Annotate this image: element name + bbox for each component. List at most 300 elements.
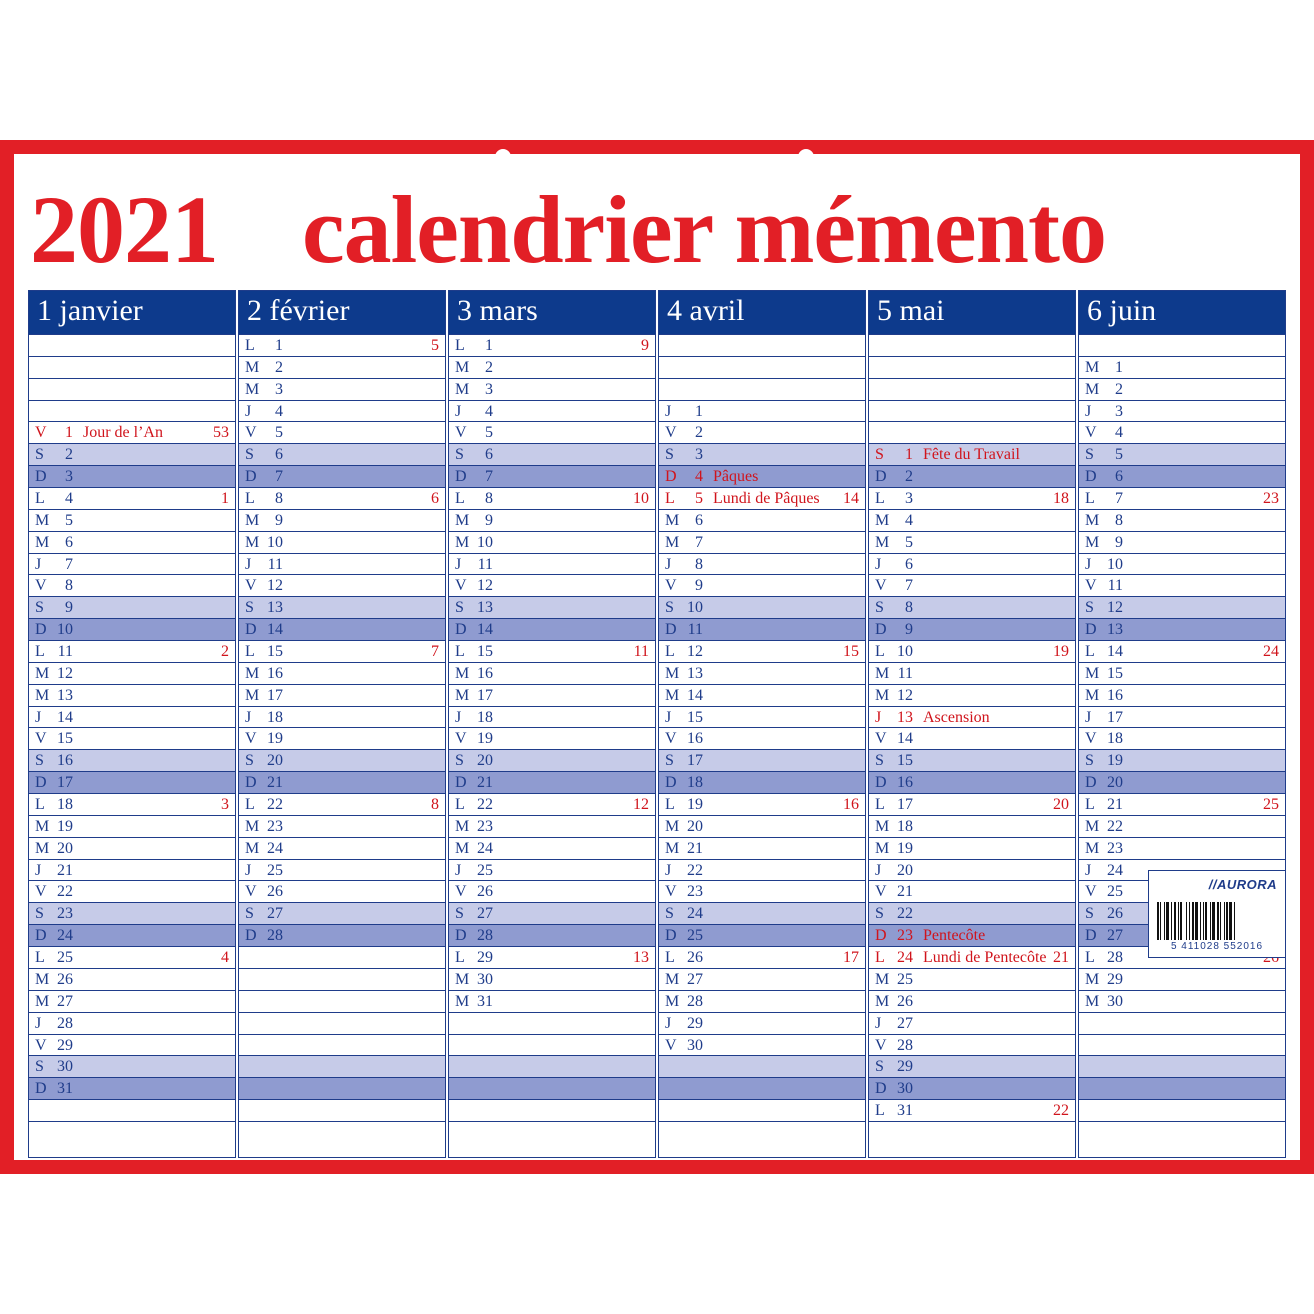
month-column [1078,290,1286,1158]
day-row [659,465,865,487]
day-row [869,771,1075,793]
empty-row [239,1121,445,1143]
weekday-letter: J [1085,402,1092,420]
day-row [29,1012,235,1034]
week-number: 10 [633,490,649,508]
day-row [869,618,1075,640]
empty-row [659,1121,865,1143]
day-number: 11 [477,555,493,573]
day-number: 19 [267,730,283,748]
day-number: 6 [905,555,913,573]
weekday-letter: M [245,533,260,551]
day-number: 13 [267,599,283,617]
weekday-letter: V [665,577,677,595]
weekday-letter: J [455,708,462,726]
day-row [869,1012,1075,1034]
day-number: 14 [1107,643,1123,661]
day-row [449,487,655,509]
weekday-letter: S [665,905,674,923]
empty-row [239,968,445,990]
day-number: 31 [57,1080,73,1098]
day-number: 14 [267,621,283,639]
day-row [659,749,865,771]
day-number: 26 [687,949,703,967]
holiday-label: Jour de l’An [83,424,163,442]
weekday-letter: V [455,883,467,901]
day-number: 26 [1107,905,1123,923]
day-row [869,793,1075,815]
weekday-letter: J [35,555,42,573]
day-row [239,727,445,749]
day-row [239,749,445,771]
day-row [449,553,655,575]
day-row [29,1055,235,1077]
weekday-letter: S [35,1058,44,1076]
weekday-letter: J [1085,861,1092,879]
empty-row [29,400,235,422]
day-row [449,596,655,618]
weekday-letter: M [875,533,890,551]
aurora-logo: //AURORA [1208,877,1277,892]
weekday-letter: D [875,621,887,639]
day-row [1079,356,1285,378]
day-number: 29 [57,1036,73,1054]
weekday-letter: L [875,643,885,661]
day-row [869,574,1075,596]
day-row [869,968,1075,990]
weekday-letter: M [455,511,470,529]
weekday-letter: D [1085,927,1097,945]
empty-row [869,421,1075,443]
weekday-letter: M [875,511,890,529]
weekday-letter: M [35,533,50,551]
day-number: 7 [905,577,913,595]
day-number: 6 [65,533,73,551]
day-row [449,727,655,749]
weekday-letter: J [665,1014,672,1032]
weekday-letter: L [455,643,465,661]
day-number: 24 [57,927,73,945]
day-row [449,574,655,596]
week-number: 14 [843,490,859,508]
empty-row [29,356,235,378]
weekday-letter: J [875,555,882,573]
weekday-letter: M [455,380,470,398]
month-header: 4 avril [659,291,865,334]
day-number: 19 [477,730,493,748]
weekday-letter: V [875,883,887,901]
day-row [449,990,655,1012]
day-number: 20 [897,861,913,879]
weekday-letter: D [665,468,677,486]
day-number: 8 [485,490,493,508]
weekday-letter: V [35,883,47,901]
day-row [29,553,235,575]
day-number: 26 [267,883,283,901]
day-number: 3 [65,468,73,486]
day-number: 18 [687,774,703,792]
day-row [239,465,445,487]
holiday-label: Lundi de Pâques [713,490,820,508]
weekday-letter: D [35,468,47,486]
weekday-letter: M [665,686,680,704]
weekday-letter: V [1085,577,1097,595]
day-number: 25 [57,949,73,967]
weekday-letter: D [455,927,467,945]
day-number: 1 [65,424,73,442]
day-number: 29 [1107,970,1123,988]
weekday-letter: M [1085,686,1100,704]
day-row [1079,487,1285,509]
weekday-letter: S [665,599,674,617]
weekday-letter: V [455,424,467,442]
day-row [29,684,235,706]
day-row [1079,837,1285,859]
weekday-letter: M [665,533,680,551]
holiday-label: Ascension [923,708,990,726]
day-row [869,465,1075,487]
weekday-letter: M [455,992,470,1010]
empty-row [1079,1034,1285,1056]
day-row [1079,574,1285,596]
day-number: 28 [477,927,493,945]
day-row [449,465,655,487]
day-number: 21 [897,883,913,901]
day-number: 2 [695,424,703,442]
weekday-letter: V [875,1036,887,1054]
empty-row [659,378,865,400]
weekday-letter: M [1085,817,1100,835]
day-number: 8 [905,599,913,617]
weekday-letter: S [665,446,674,464]
day-number: 4 [485,402,493,420]
day-number: 4 [1115,424,1123,442]
weekday-letter: M [1085,992,1100,1010]
day-row [659,421,865,443]
day-row [659,837,865,859]
weekday-letter: D [245,621,257,639]
day-row [1079,727,1285,749]
day-number: 28 [57,1014,73,1032]
empty-row [449,1055,655,1077]
day-number: 14 [477,621,493,639]
weekday-letter: S [1085,752,1094,770]
weekday-letter: L [455,949,465,967]
day-row [449,968,655,990]
day-number: 9 [695,577,703,595]
month-header: 1 janvier [29,291,235,334]
day-number: 7 [275,468,283,486]
day-row [659,946,865,968]
day-row [239,356,445,378]
weekday-letter: J [665,555,672,573]
day-number: 24 [897,949,913,967]
weekday-letter: V [1085,424,1097,442]
day-row [869,880,1075,902]
day-number: 23 [687,883,703,901]
day-number: 6 [1115,468,1123,486]
day-row [869,1034,1075,1056]
day-row [449,421,655,443]
weekday-letter: M [35,686,50,704]
weekday-letter: J [35,861,42,879]
weekday-letter: V [1085,883,1097,901]
weekday-letter: M [245,380,260,398]
day-number: 9 [275,511,283,529]
day-number: 17 [57,774,73,792]
week-number: 53 [213,424,229,442]
day-number: 13 [477,599,493,617]
day-number: 30 [897,1080,913,1098]
weekday-letter: M [1085,511,1100,529]
weekday-letter: J [1085,708,1092,726]
ean-number: 5 411028 552016 [1170,941,1264,952]
day-number: 3 [695,446,703,464]
day-row [239,334,445,356]
day-row [1079,378,1285,400]
day-row [449,378,655,400]
weekday-letter: M [245,817,260,835]
empty-row [869,378,1075,400]
weekday-letter: S [665,752,674,770]
empty-row [239,1077,445,1099]
weekday-letter: D [875,774,887,792]
day-number: 4 [905,511,913,529]
day-number: 16 [57,752,73,770]
weekday-letter: M [875,817,890,835]
weekday-letter: D [665,774,677,792]
weekday-letter: L [665,490,675,508]
day-row [449,946,655,968]
day-row [869,1055,1075,1077]
weekday-letter: S [455,446,464,464]
day-number: 16 [687,730,703,748]
weekday-letter: D [665,621,677,639]
title-text: calendrier mémento [302,176,1106,283]
empty-row [659,1055,865,1077]
day-row [659,596,865,618]
day-number: 7 [1115,490,1123,508]
day-number: 22 [897,905,913,923]
day-number: 27 [57,992,73,1010]
day-number: 11 [1107,577,1123,595]
weekday-letter: J [875,861,882,879]
weekday-letter: M [245,511,260,529]
day-row [239,400,445,422]
weekday-letter: V [875,730,887,748]
day-number: 25 [477,861,493,879]
day-number: 2 [65,446,73,464]
empty-row [449,1077,655,1099]
day-row [449,771,655,793]
day-row [449,837,655,859]
weekday-letter: D [1085,774,1097,792]
holiday-label: Pentecôte [923,927,986,945]
empty-row [29,334,235,356]
weekday-letter: L [455,337,465,354]
day-row [659,924,865,946]
day-number: 22 [267,796,283,814]
weekday-letter: L [35,490,45,508]
day-row [29,727,235,749]
day-number: 18 [477,708,493,726]
day-row [659,443,865,465]
weekday-letter: M [245,664,260,682]
weekday-letter: V [665,730,677,748]
day-row [869,837,1075,859]
day-row [869,443,1075,465]
day-row [869,706,1075,728]
month-column [868,290,1076,1158]
empty-row [659,356,865,378]
day-number: 26 [897,992,913,1010]
weekday-letter: L [1085,490,1095,508]
weekday-letter: M [245,686,260,704]
day-row [29,574,235,596]
day-row [869,727,1075,749]
weekday-letter: L [875,949,885,967]
day-number: 1 [905,446,913,464]
weekday-letter: M [245,839,260,857]
weekday-letter: V [245,424,257,442]
week-number: 4 [221,949,229,967]
day-row [659,531,865,553]
day-row [29,837,235,859]
day-number: 21 [687,839,703,857]
day-row [449,706,655,728]
day-row [239,531,445,553]
day-number: 11 [687,621,703,639]
day-number: 28 [267,927,283,945]
weekday-letter: S [35,446,44,464]
day-row [239,662,445,684]
empty-row [29,1099,235,1121]
day-row [449,749,655,771]
day-number: 24 [267,839,283,857]
day-number: 4 [275,402,283,420]
day-row [449,509,655,531]
day-row [869,509,1075,531]
weekday-letter: J [245,555,252,573]
weekday-letter: M [455,839,470,857]
day-row [659,727,865,749]
weekday-letter: L [245,490,255,508]
weekday-letter: L [245,337,255,354]
weekday-letter: V [35,577,47,595]
day-number: 23 [477,817,493,835]
month-header: 2 février [239,291,445,334]
weekday-letter: M [35,970,50,988]
day-row [239,793,445,815]
day-number: 19 [687,796,703,814]
empty-row [869,400,1075,422]
weekday-letter: M [35,664,50,682]
empty-row [239,946,445,968]
weekday-letter: D [455,468,467,486]
day-number: 21 [57,861,73,879]
day-row [29,618,235,640]
day-row [449,859,655,881]
day-number: 3 [905,490,913,508]
day-number: 16 [267,664,283,682]
day-row [659,662,865,684]
day-number: 11 [897,664,913,682]
weekday-letter: S [875,1058,884,1076]
day-number: 30 [1107,992,1123,1010]
day-number: 21 [1107,796,1123,814]
day-number: 2 [1115,380,1123,398]
day-number: 6 [485,446,493,464]
brand-box [1148,870,1286,958]
day-row [1079,662,1285,684]
day-row [869,902,1075,924]
weekday-letter: S [245,752,254,770]
weekday-letter: D [875,927,887,945]
weekday-letter: V [35,1036,47,1054]
day-number: 29 [477,949,493,967]
day-number: 3 [485,380,493,398]
day-row [239,684,445,706]
day-number: 18 [897,817,913,835]
day-number: 2 [905,468,913,486]
day-number: 1 [1115,358,1123,376]
day-row [29,990,235,1012]
weekday-letter: S [35,905,44,923]
weekday-letter: V [35,424,47,442]
weekday-letter: S [875,752,884,770]
day-number: 31 [477,992,493,1010]
weekday-letter: L [665,643,675,661]
week-number: 12 [633,796,649,814]
day-number: 15 [687,708,703,726]
day-number: 21 [267,774,283,792]
day-number: 27 [687,970,703,988]
weekday-letter: M [455,664,470,682]
day-number: 22 [477,796,493,814]
weekday-letter: M [35,511,50,529]
day-row [449,618,655,640]
day-row [659,793,865,815]
day-number: 17 [897,796,913,814]
day-number: 13 [57,686,73,704]
day-row [659,706,865,728]
weekday-letter: M [455,533,470,551]
weekday-letter: L [245,796,255,814]
day-row [239,880,445,902]
day-row [29,771,235,793]
day-row [29,793,235,815]
day-number: 28 [897,1036,913,1054]
day-number: 1 [485,337,493,354]
day-number: 25 [687,927,703,945]
day-number: 15 [267,643,283,661]
empty-row [1079,334,1285,356]
weekday-letter: M [875,664,890,682]
empty-row [29,378,235,400]
weekday-letter: J [875,1014,882,1032]
day-row [659,574,865,596]
day-number: 25 [897,970,913,988]
weekday-letter: M [35,839,50,857]
day-row [29,946,235,968]
day-row [869,1077,1075,1099]
barcode-icon [1157,902,1277,940]
day-number: 19 [1107,752,1123,770]
day-number: 25 [1107,883,1123,901]
empty-row [239,1012,445,1034]
day-number: 27 [267,905,283,923]
weekday-letter: M [875,970,890,988]
